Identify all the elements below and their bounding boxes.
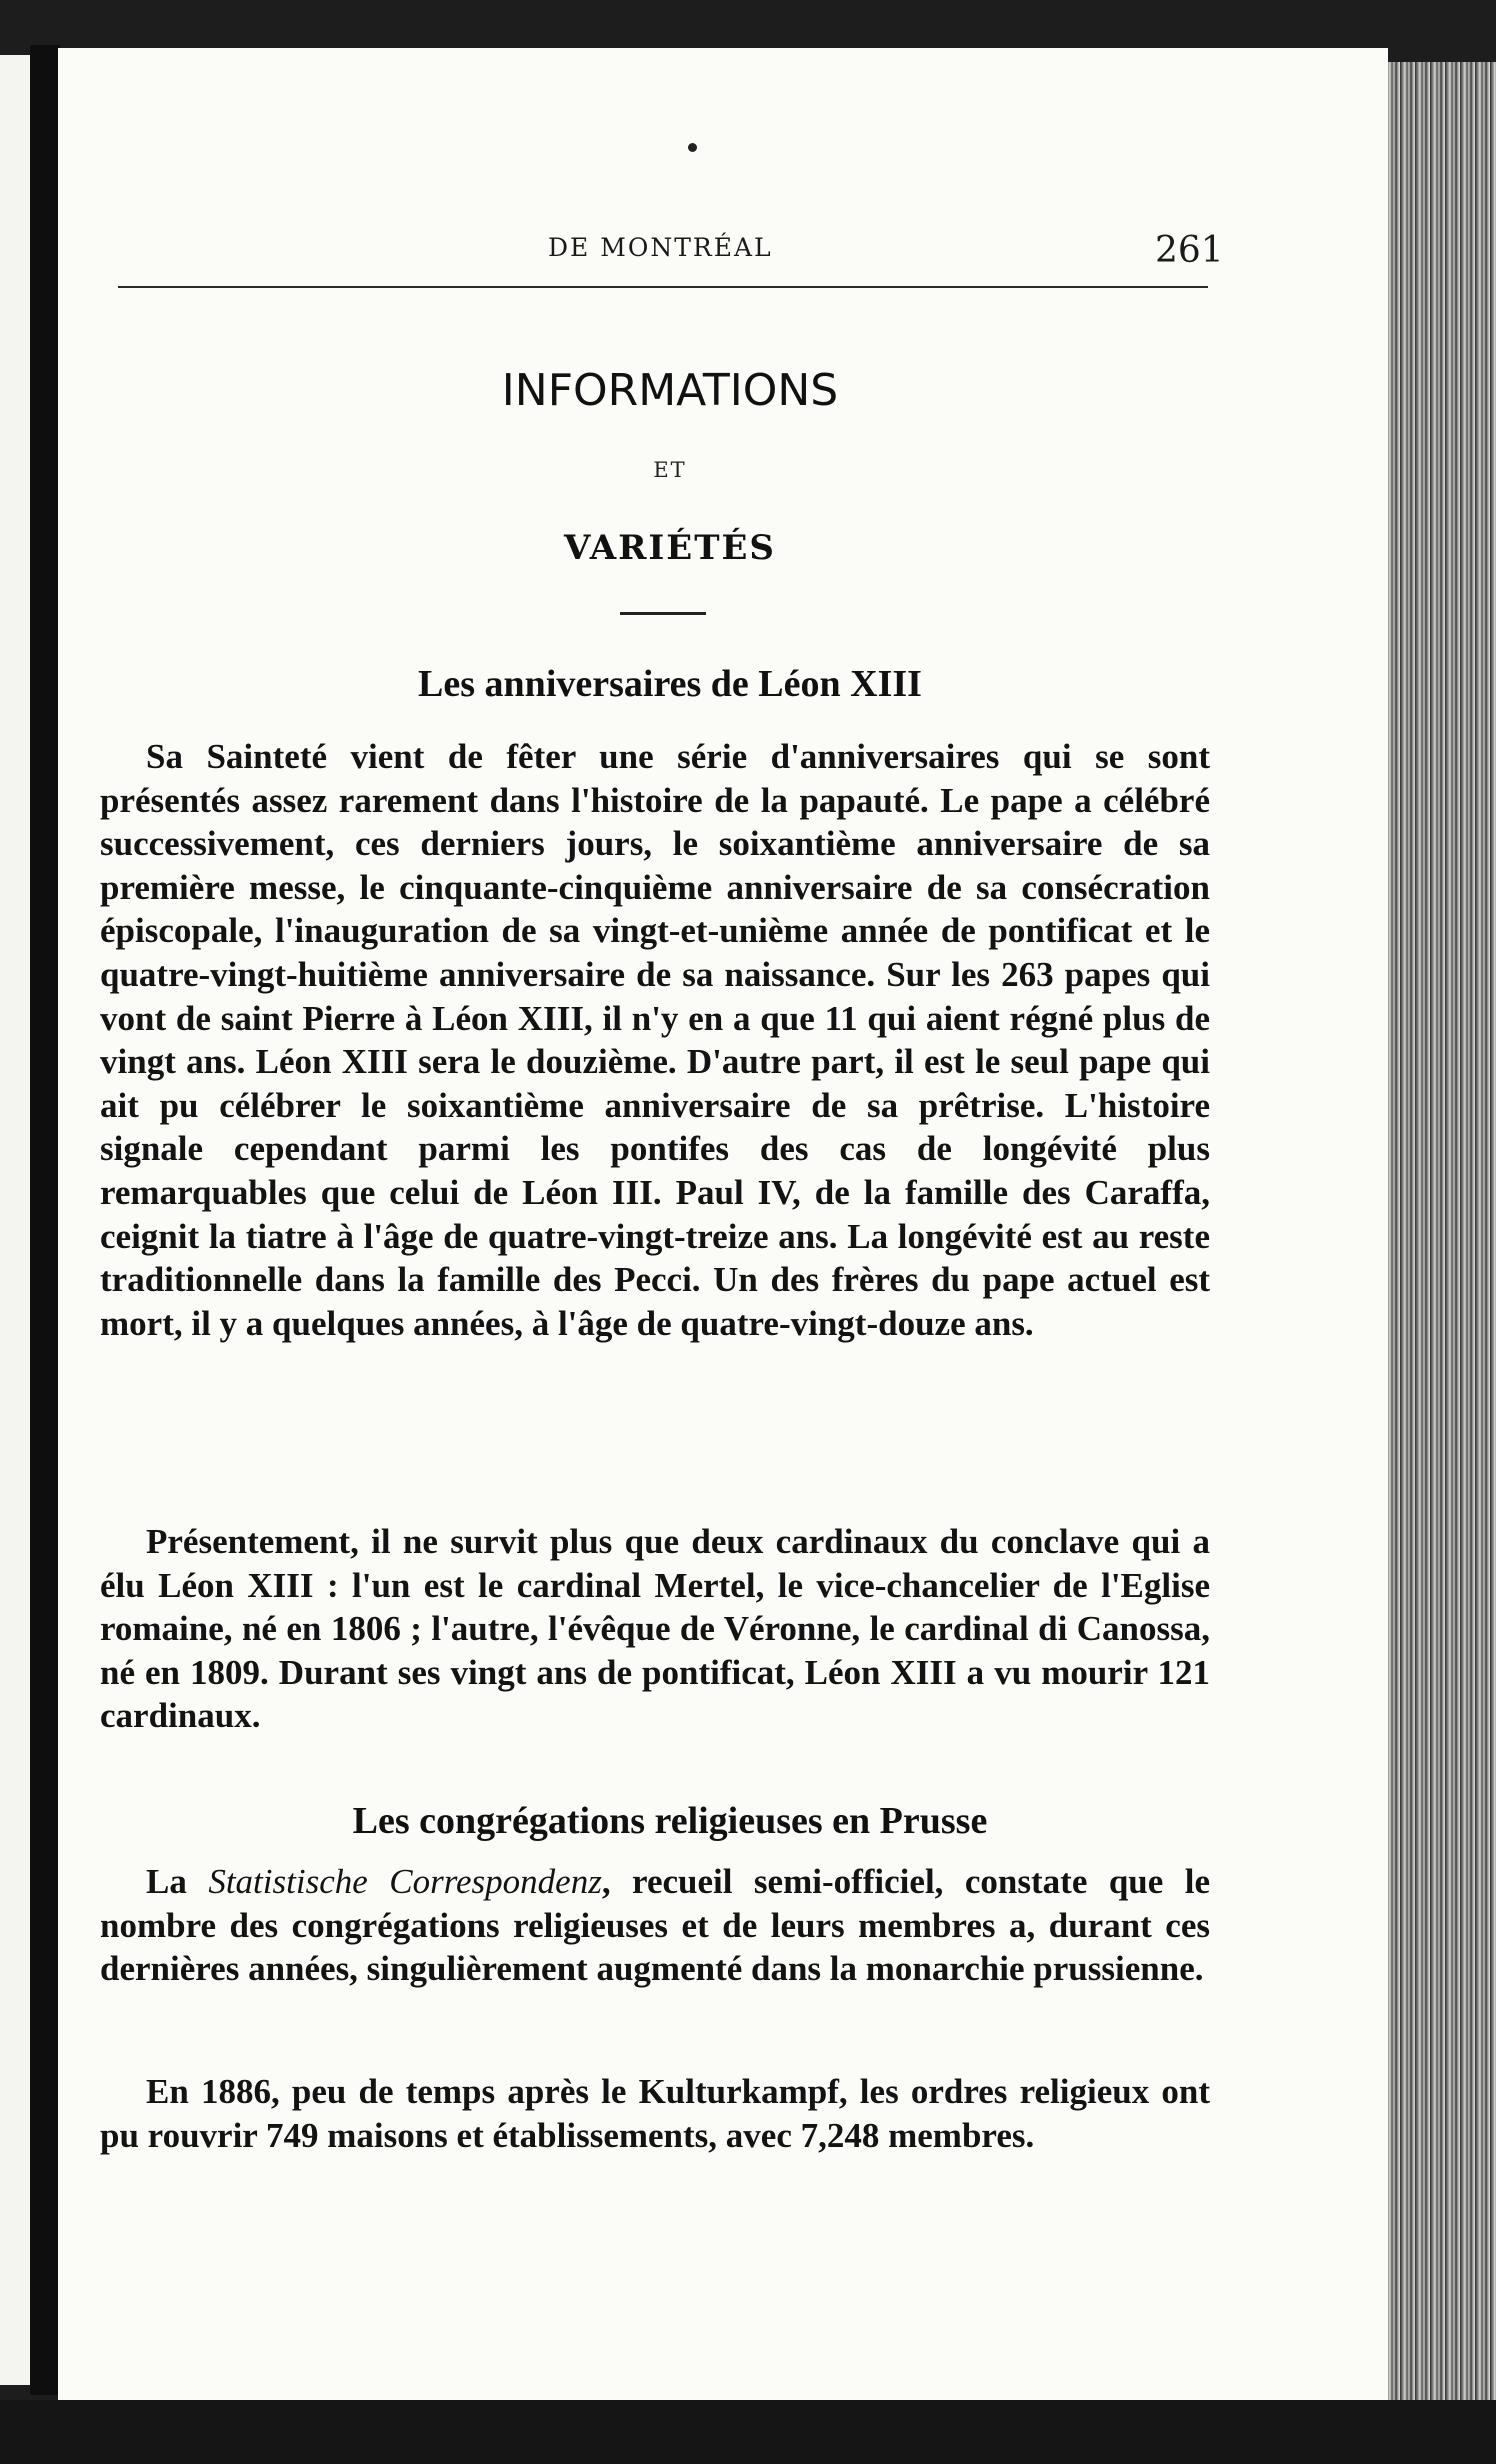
header-rule	[118, 286, 1208, 288]
scan-border	[0, 2400, 1496, 2464]
printer-mark	[688, 143, 697, 152]
page-number: 261	[1155, 230, 1224, 271]
page-edges	[1385, 62, 1496, 2432]
article-title-prusse: Les congrégations religieuses en Prusse	[352, 1800, 988, 1842]
section-connector: ET	[653, 458, 687, 482]
article-paragraph: En 1886, peu de temps après le Kulturkampf, les ordres religieux ont pu rouvrir 749 maisons et établissements, avec 7,248 membres.	[100, 2072, 1210, 2155]
article-paragraph: Sa Sainteté vient de fêter une série d'anniversaires qui se sont présentés assez rarement dans l'histoire de la papauté. Le pape a célébré successivement, ces derniers jours, le soixantième anniversaire de sa première messe, le cinquante-cinquième anniversaire de sa consécration épiscopale, l'inauguration de sa vingt-et-unième année de pontificat et le quatre-vingt-huitième anniversaire de sa naissance. Sur les 263 papes qui vont de saint Pierre à Léon XIII, il n'y en a que 11 qui aient régné plus de vingt ans. Léon XIII sera le douzième. D'autre part, il est le seul pape qui ait pu célébrer le soixantième anniversaire de sa prêtrise. L'histoire signale cependant parmi les pontifes des cas de longévité plus remarquables que celui de Léon III. Paul IV, de la famille des Caraffa, ceignit la tiatre à l'âge de quatre-vingt-treize ans. La longévité est au reste traditionnelle dans la famille des Pecci. Un des frères du pape actuel est mort, il y a quelques années, à l'âge de quatre-vingt-douze ans.	[100, 737, 1210, 1343]
section-divider	[620, 612, 706, 615]
running-head: DE MONTRÉAL	[548, 233, 773, 262]
paragraph-rest: , recueil semi-officiel, constate que le nombre des congrégations religieuses et de leurs membres a, durant ces dernières années, singulièrement augmenté dans la monarchie prussienne.	[100, 1862, 1211, 1989]
section-subtitle: VARIÉTÉS	[564, 528, 776, 568]
article-title-leon-xiii: Les anniversaires de Léon XIII	[418, 663, 922, 705]
binding-gutter	[30, 45, 60, 2395]
publication-title: Statistische Correspondenz	[208, 1862, 602, 1901]
facing-page-edge	[0, 55, 30, 2385]
section-title: INFORMATIONS	[501, 365, 839, 416]
article-paragraph: Présentement, il ne survit plus que deux cardinaux du conclave qui a élu Léon XIII : l'un est le cardinal Mertel, le vice-chancelier de l'Eglise romaine, né en 1806 ; l'autre, l'évêque de Véronne, le cardinal di Canossa, né en 1809. Durant ses vingt ans de pontificat, Léon XIII a vu mourir 121 cardinaux.	[100, 1522, 1210, 1736]
paragraph-lead: La	[146, 1862, 187, 1901]
article-paragraph	[100, 1860, 1210, 1991]
